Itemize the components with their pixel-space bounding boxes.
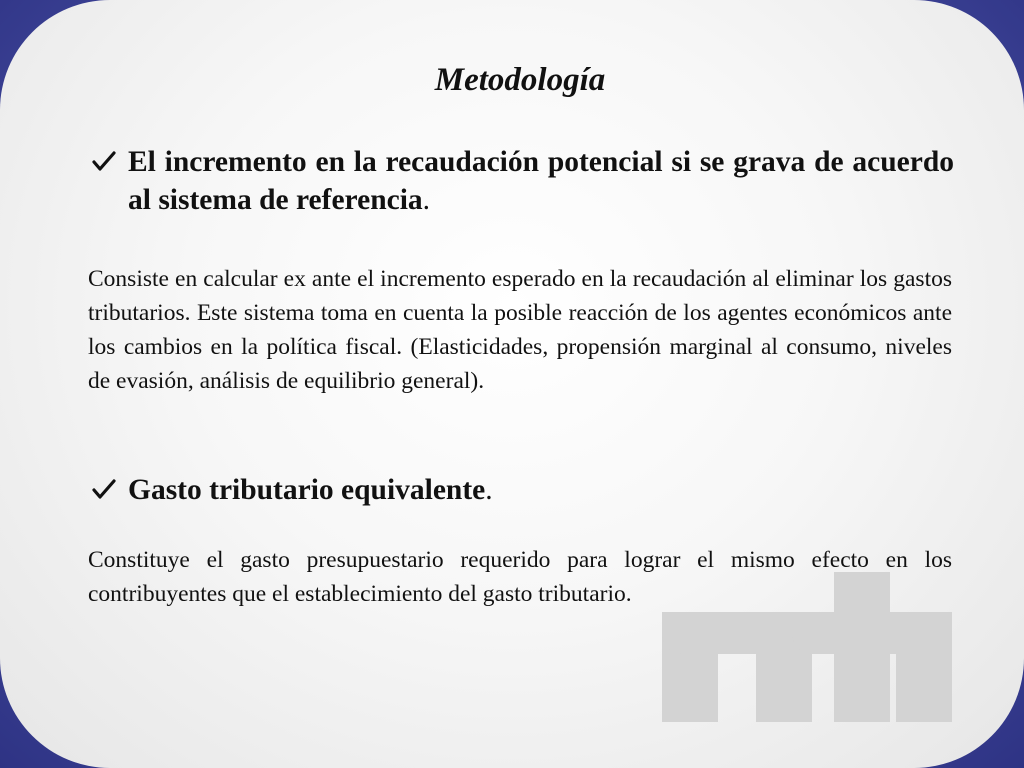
check-icon [88,475,128,505]
bullet-item-1 [88,143,954,219]
bullet-item-2 [88,471,954,509]
bullet-text-2 [128,471,954,509]
bullet-heading-2: Gasto tributario equivalente [128,474,486,506]
slide-title: Metodología [434,62,606,98]
bullet-text-1 [128,143,954,219]
paragraph-2: Constituye el gasto presupuestario requerido para lograr el mismo efecto en los contribuyentes que el establecimiento del gasto tributario. [88,547,952,607]
check-icon [88,147,128,177]
bullet-punct-2: . [485,474,493,506]
bullet-heading-1: El incremento en la recaudación potencial si se grava de acuerdo al sistema de referencia [128,146,954,216]
bullet-punct-1: . [422,184,431,216]
paragraph-1: Consiste en calcular ex ante el incremento esperado en la recaudación al eliminar los gastos tributarios. Este sistema toma en cuenta la posible reacción de los agentes económicos ante los cambios en la política fiscal. (Elasticidades, propensión marginal al consumo, niveles de evasión, análisis de equilibrio general). [88,266,952,394]
